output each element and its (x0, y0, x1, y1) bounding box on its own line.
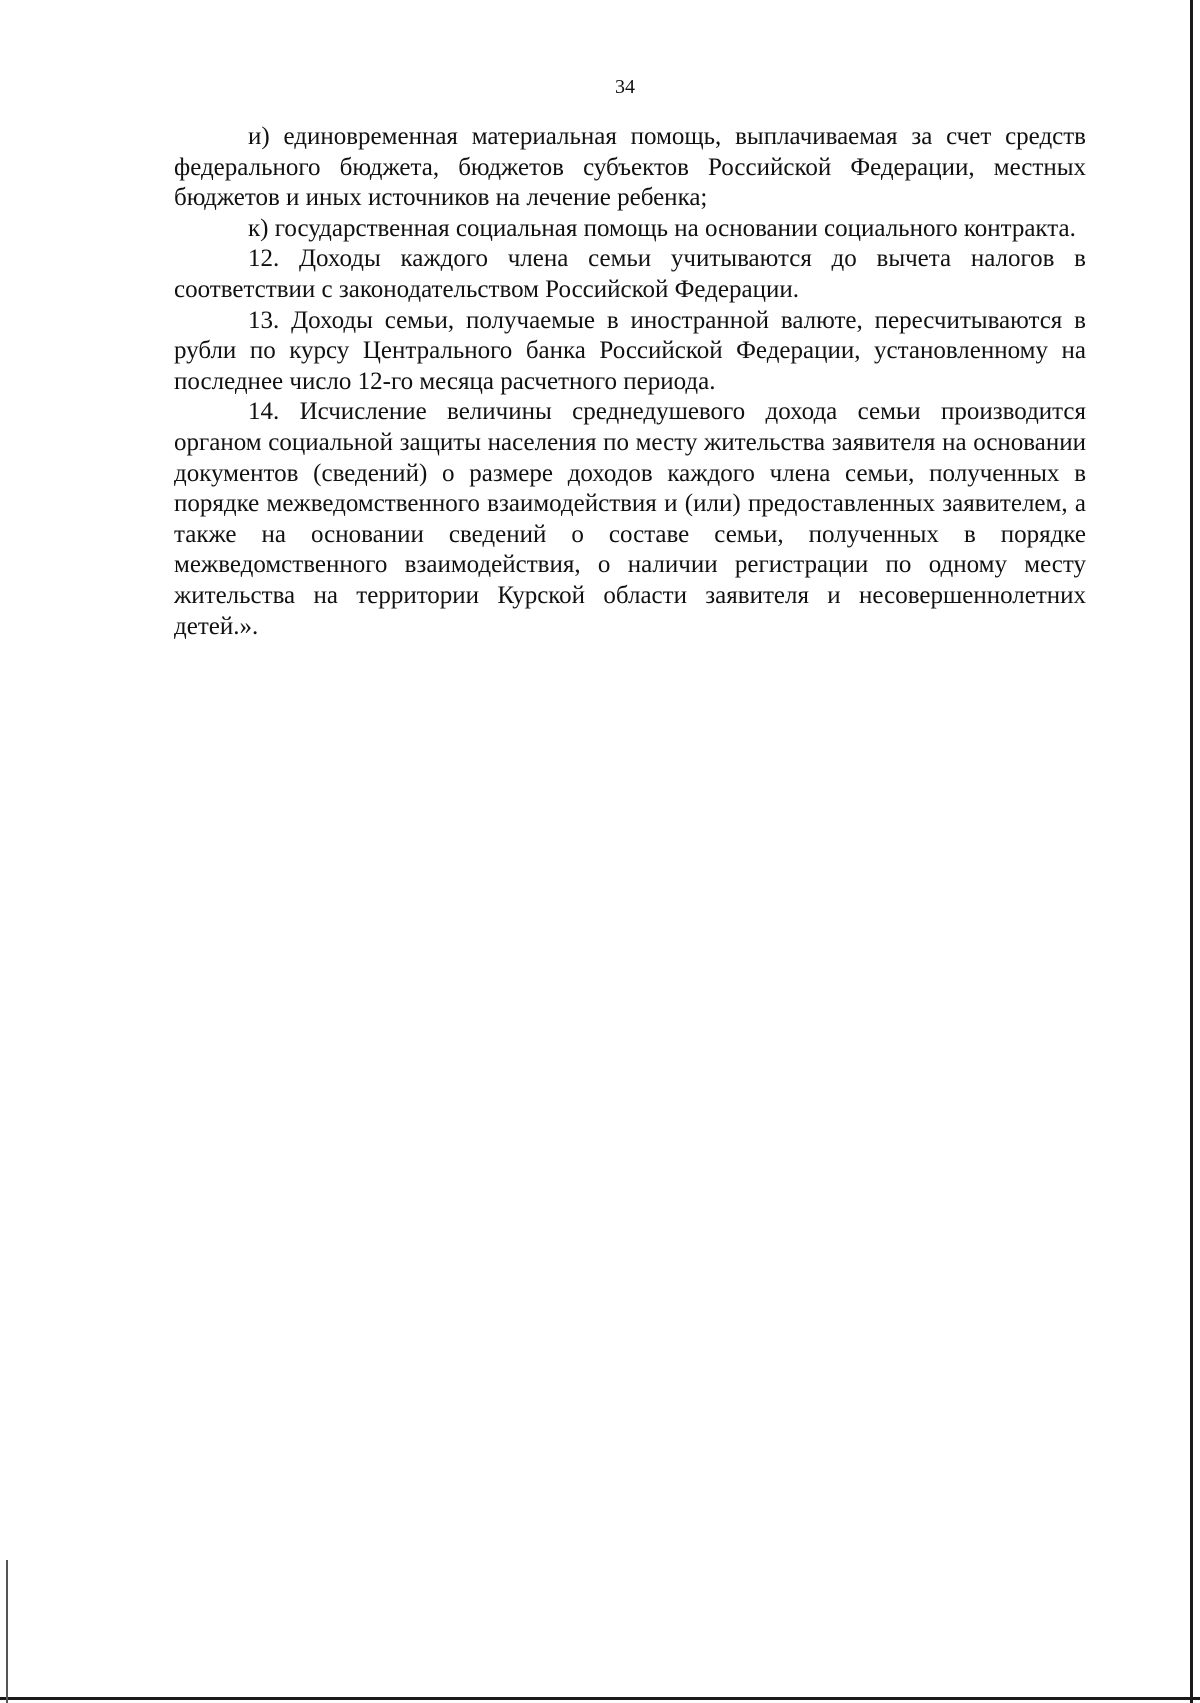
paragraph-i: и) единовременная материальная помощь, выплачиваемая за счет средств федерального бюджета, бюджетов субъектов Российской Федерации, местных бюджетов и иных источников на лечение ребенка; (174, 123, 1086, 212)
paragraph-14: 14. Исчисление величины среднедушевого дохода семьи производится органом социальной защиты населения по месту жительства заявителя на основании документов (сведений) о размере доходов каждого члена семьи, полученных в порядке межведомственного взаимодействия и (или) предоставленных заявителем, а также на основании сведений о составе семьи, полученных в порядке межведомственного взаимодействия, о наличии регистрации по одному месту жительства на территории Курской области заявителя и несовершеннолетних детей.». (174, 398, 1086, 640)
scan-edge-right (1190, 0, 1193, 1703)
paragraph-13: 13. Доходы семьи, получаемые в иностранной валюте, пересчитываются в рубли по курсу Центрального банка Российской Федерации, установленному на последнее число 12-го месяца расчетного периода. (174, 306, 1086, 395)
scan-edge-left (6, 1560, 8, 1703)
paragraph-12: 12. Доходы каждого члена семьи учитываются до вычета налогов в соответствии с законодательством Российской Федерации. (174, 245, 1086, 303)
paragraph-k: к) государственная социальная помощь на основании социального контракта. (248, 214, 1076, 242)
document-body (174, 122, 1086, 642)
page-number: 34 (615, 76, 635, 98)
scan-edge-bottom (0, 1697, 1200, 1700)
